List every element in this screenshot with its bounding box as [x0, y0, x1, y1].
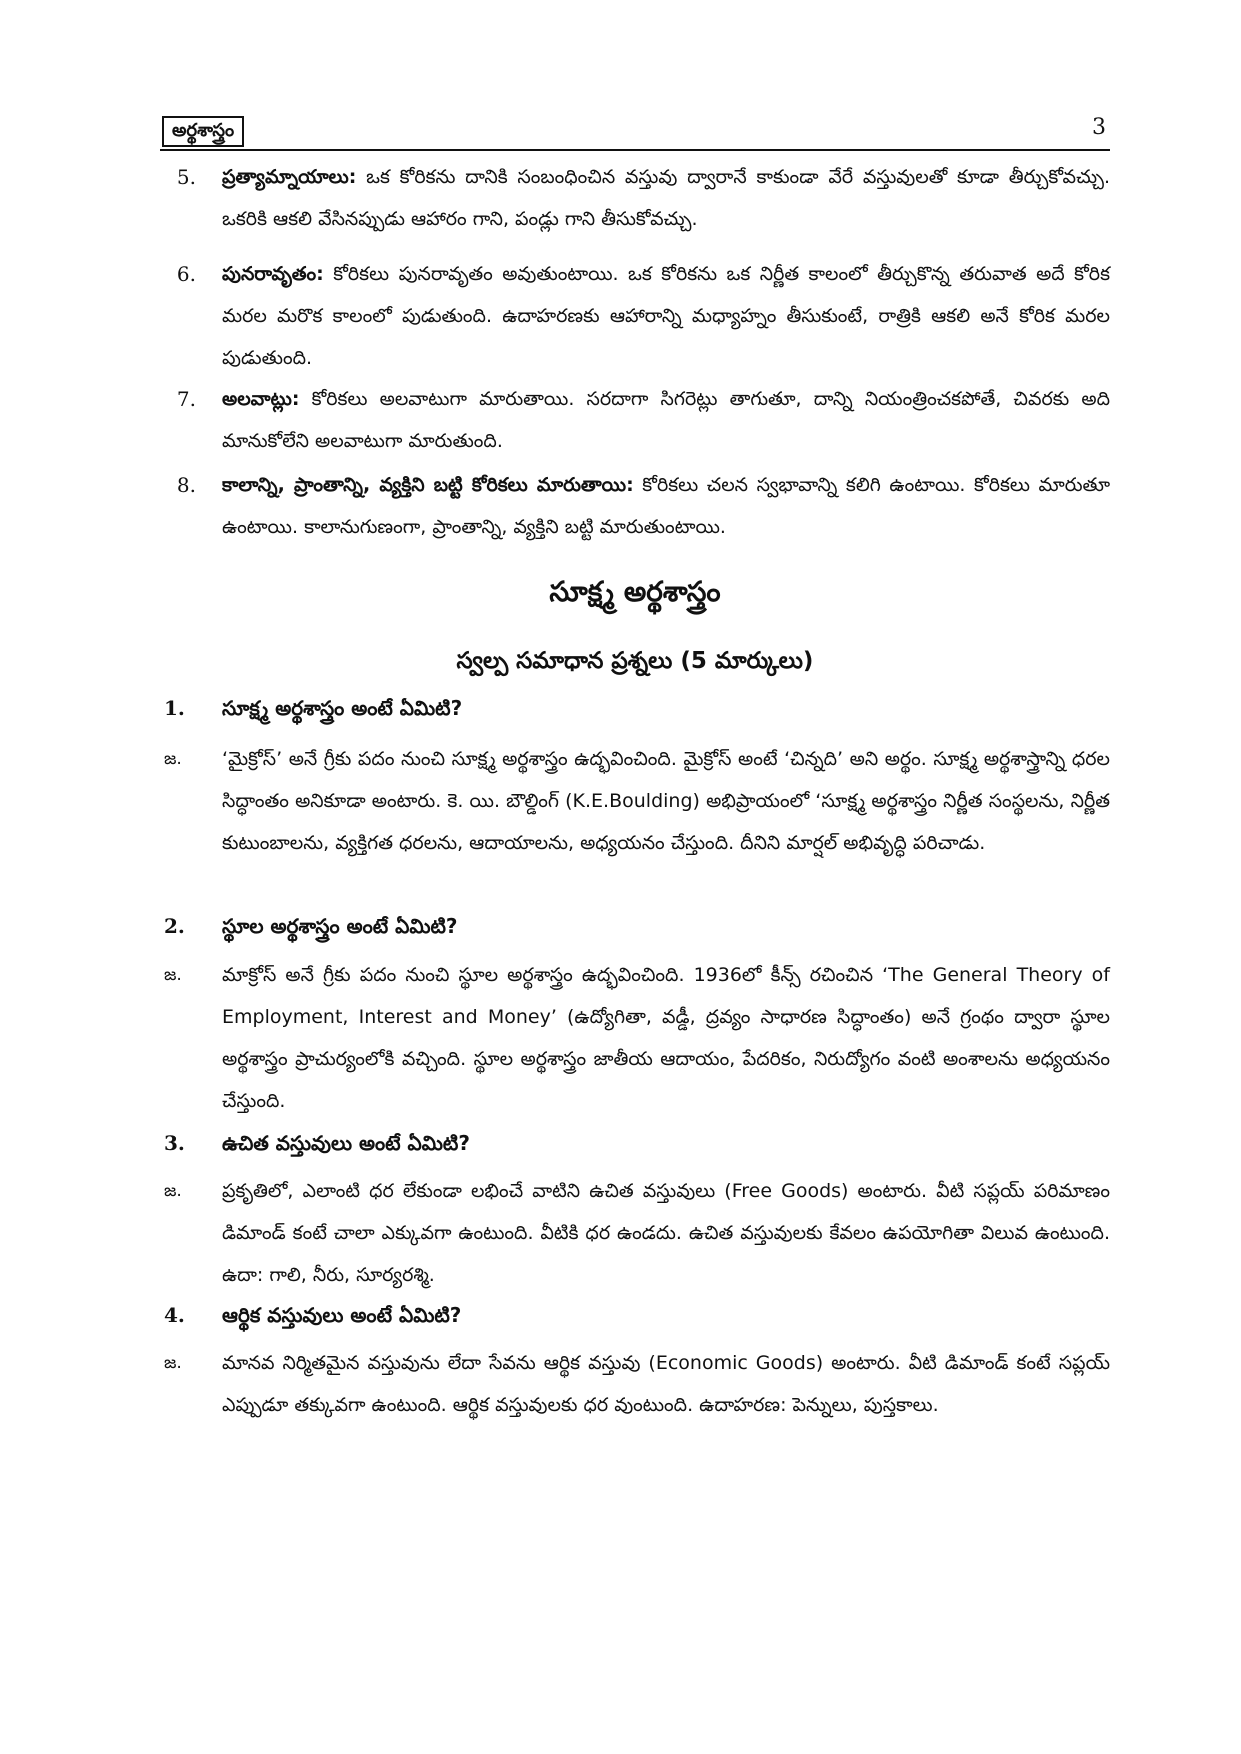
- section-title: సూక్ష్మ అర్థశాస్త్రం: [549, 575, 721, 608]
- page-number: 3: [1092, 115, 1106, 140]
- answer-text: మాక్రోస్ అనే గ్రీకు పదం నుంచి స్థూల అర్థశాస్త్రం ఉద్భవించింది. 1936లో కీన్స్ రచించిన ‘The General Theory of Employment, Interest and Money’ (ఉద్యోగితా, వడ్డీ, ద్రవ్యం సాధారణ సిద్ధాంతం) అనే గ్రంథం ద్వారా స్థూల అర్థశాస్త్రం ప్రాచుర్యంలోకి వచ్చింది. స్థూల అర్థశాస్త్రం జాతీయ ఆదాయం, పేదరికం, నిరుద్యోగం వంటి అంశాలను అధ్యయనం చేస్తుంది.: [222, 964, 1110, 1112]
- question: [160, 906, 1110, 946]
- answer: [160, 1342, 1110, 1426]
- question-text: ఆర్థిక వస్తువులు అంటే ఏమిటి?: [222, 1303, 462, 1327]
- question-text: స్థూల అర్థశాస్త్రం అంటే ఏమిటి?: [222, 914, 458, 938]
- list-item-term: ప్రత్యామ్నాయాలు:: [222, 166, 357, 188]
- list-item-term: పునరావృతం:: [222, 263, 324, 285]
- question-number: 3.: [164, 1131, 185, 1155]
- list-item-number: 6.: [176, 262, 196, 286]
- question: [160, 1295, 1110, 1335]
- question: [160, 1123, 1110, 1163]
- question-number: 4.: [164, 1303, 185, 1327]
- answer: [160, 738, 1110, 864]
- list-item-text: ఒక కోరికను దానికి సంబంధించిన వస్తువు ద్వారానే కాకుండా వేరే వస్తువులతో కూడా తీర్చుకోవచ్చు. ఒకరికి ఆకలి వేసినప్పుడు ఆహారం గాని, పండ్లు గాని తీసుకోవచ్చు.: [222, 166, 1110, 230]
- question-number: 2.: [164, 914, 185, 938]
- list-item: [160, 464, 1110, 548]
- list-item-text: కోరికలు పునరావృతం అవుతుంటాయి. ఒక కోరికను ఒక నిర్ణీత కాలంలో తీర్చుకొన్న తరువాత అదే కోరిక మరల మరొక కాలంలో పుడుతుంది. ఉదాహరణకు ఆహారాన్ని మధ్యాహ్నం తీసుకుంటే, రాత్రికి ఆకలి అనే కోరిక మరల పుడుతుంది.: [222, 263, 1110, 369]
- answer-marker: జ.: [164, 749, 182, 769]
- question-text: ఉచిత వస్తువులు అంటే ఏమిటి?: [222, 1131, 470, 1155]
- answer-marker: జ.: [164, 965, 182, 985]
- question-number: 1.: [164, 696, 185, 720]
- book-title-box: అర్థశాస్త్రం: [162, 116, 244, 147]
- list-item: [160, 156, 1110, 240]
- answer-marker: జ.: [164, 1353, 182, 1373]
- list-item-number: 5.: [176, 165, 196, 189]
- answer: [160, 954, 1110, 1122]
- list-item-term: అలవాట్లు:: [222, 388, 300, 410]
- question-text: సూక్ష్మ అర్థశాస్త్రం అంటే ఏమిటి?: [222, 696, 463, 720]
- section-subtitle: స్వల్ప సమాధాన ప్రశ్నలు (5 మార్కులు): [456, 648, 814, 674]
- answer-text: మానవ నిర్మితమైన వస్తువును లేదా సేవను ఆర్థిక వస్తువు (Economic Goods) అంటారు. వీటి డిమాండ్ కంటే సప్లయ్ ఎప్పుడూ తక్కువగా ఉంటుంది. ఆర్థిక వస్తువులకు ధర వుంటుంది. ఉదాహరణ: పెన్నులు, పుస్తకాలు.: [222, 1352, 1110, 1416]
- question: [160, 688, 1110, 728]
- list-item-text: కోరికలు చలన స్వభావాన్ని కలిగి ఉంటాయి. కోరికలు మారుతూ ఉంటాయి. కాలానుగుణంగా, ప్రాంతాన్ని, వ్యక్తిని బట్టి మారుతుంటాయి.: [222, 474, 1111, 538]
- list-item-text: కోరికలు అలవాటుగా మారుతాయి. సరదాగా సిగరెట్లు తాగుతూ, దాన్ని నియంత్రించకపోతే, చివరకు అది మానుకోలేని అలవాటుగా మారుతుంది.: [222, 388, 1110, 452]
- list-item-number: 7.: [176, 387, 196, 411]
- list-item-number: 8.: [176, 473, 196, 497]
- answer-text: ప్రకృతిలో, ఎలాంటి ధర లేకుండా లభించే వాటిని ఉచిత వస్తువులు (Free Goods) అంటారు. వీటి సప్లయ్ పరిమాణం డిమాండ్ కంటే చాలా ఎక్కువగా ఉంటుంది. వీటికి ధర ఉండదు. ఉచిత వస్తువులకు కేవలం ఉపయోగితా విలువ ఉంటుంది. ఉదా: గాలి, నీరు, సూర్యరశ్మి.: [222, 1180, 1110, 1286]
- list-item: [160, 253, 1110, 379]
- page-header: [160, 113, 1110, 151]
- answer-text: ‘మైక్రోస్’ అనే గ్రీకు పదం నుంచి సూక్ష్మ అర్థశాస్త్రం ఉద్భవించింది. మైక్రోస్ అంటే ‘చిన్నది’ అని అర్థం. సూక్ష్మ అర్థశాస్త్రాన్ని ధరల సిద్ధాంతం అనికూడా అంటారు. కె. యి. బౌల్డింగ్ (K.E.Boulding) అభిప్రాయంలో ‘సూక్ష్మ అర్థశాస్త్రం నిర్ణీత సంస్థలను, నిర్ణీత కుటుంబాలను, వ్యక్తిగత ధరలను, ఆదాయాలను, అధ్యయనం చేస్తుంది. దీనిని మార్షల్ అభివృద్ధి పరిచాడు.: [222, 748, 1110, 854]
- answer-marker: జ.: [164, 1181, 182, 1201]
- answer: [160, 1170, 1110, 1296]
- list-item-term: కాలాన్ని, ప్రాంతాన్ని, వ్యక్తిని బట్టి కోరికలు మారుతాయి:: [222, 474, 634, 496]
- list-item: [160, 378, 1110, 462]
